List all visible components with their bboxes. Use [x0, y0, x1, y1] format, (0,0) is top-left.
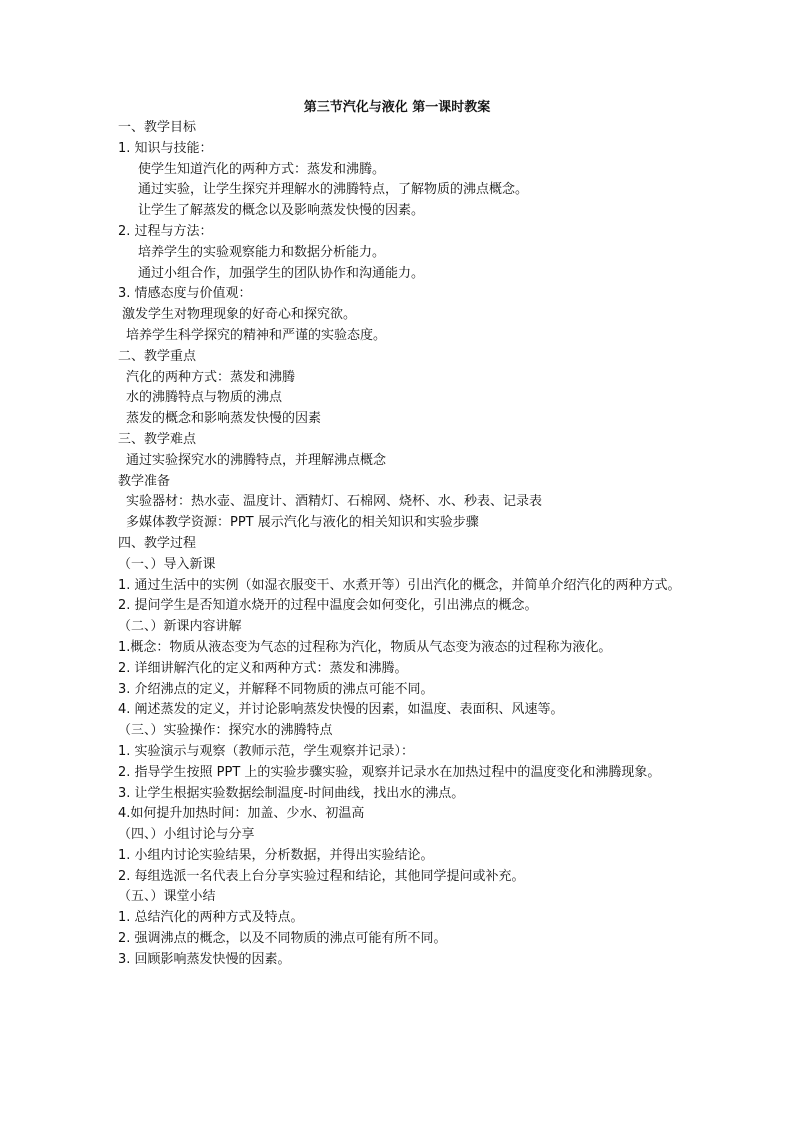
heading-preparation: 教学准备: [118, 473, 171, 489]
key-point-item: 水的沸腾特点与物质的沸点: [126, 390, 283, 406]
heading-teaching-process: 四、教学过程: [118, 535, 197, 551]
process-item: 2. 提问学生是否知道水烧开的过程中温度会如何变化，引出沸点的概念。: [118, 598, 538, 614]
goal-item: 使学生知道汽化的两种方式：蒸发和沸腾。: [138, 161, 386, 177]
difficulty-item: 通过实验探究水的沸腾特点，并理解沸点概念: [126, 452, 387, 468]
goal-item: 培养学生的实验观察能力和数据分析能力。: [138, 244, 386, 260]
subheading-summary: （五、）课堂小结: [118, 889, 216, 905]
preparation-item: 实验器材：热水壶、温度计、酒精灯、石棉网、烧杯、水、秒表、记录表: [126, 494, 543, 510]
document-body: [118, 118, 688, 971]
subheading-experiment: （三、）实验操作：探究水的沸腾特点: [118, 723, 333, 739]
process-item: 1.概念：物质从液态变为气态的过程称为汽化，物质从气态变为液态的过程称为液化。: [118, 639, 612, 655]
process-item: 1. 实验演示与观察（教师示范，学生观察并记录）：: [118, 743, 415, 759]
process-item: 3. 让学生根据实验数据绘制温度-时间曲线，找出水的沸点。: [118, 785, 465, 801]
subheading-group-discussion: （四、）小组讨论与分享: [118, 827, 255, 843]
goal-item: 通过实验，让学生探究并理解水的沸腾特点，了解物质的沸点概念。: [138, 182, 529, 198]
process-item: 2. 指导学生按照 PPT 上的实验步骤实验，观察并记录水在加热过程中的温度变化和沸腾现象。: [118, 764, 661, 780]
process-item: 2. 强调沸点的概念，以及不同物质的沸点可能有所不同。: [118, 931, 447, 947]
key-point-item: 蒸发的概念和影响蒸发快慢的因素: [126, 411, 322, 427]
subheading-introduction: （一、）导入新课: [118, 556, 216, 572]
process-item: 2. 详细讲解汽化的定义和两种方式：蒸发和沸腾。: [118, 660, 408, 676]
heading-key-points: 二、教学重点: [118, 348, 197, 364]
process-item: 1. 通过生活中的实例（如湿衣服变干、水煮开等）引出汽化的概念，并简单介绍汽化的两种方式。: [118, 577, 681, 593]
process-item: 3. 介绍沸点的定义，并解释不同物质的沸点可能不同。: [118, 681, 434, 697]
key-point-item: 汽化的两种方式：蒸发和沸腾: [126, 369, 296, 385]
goal-item: 让学生了解蒸发的概念以及影响蒸发快慢的因素。: [138, 203, 425, 219]
subheading-knowledge-skills: 1. 知识与技能：: [118, 140, 213, 156]
preparation-item: 多媒体教学资源：PPT 展示汽化与液化的相关知识和实验步骤: [126, 515, 479, 531]
process-item: 1. 总结汽化的两种方式及特点。: [118, 910, 304, 926]
heading-difficulties: 三、教学难点: [118, 431, 197, 447]
process-item: 3. 回顾影响蒸发快慢的因素。: [118, 951, 291, 967]
process-item: 4.如何提升加热时间：加盖、少水、初温高: [118, 806, 365, 822]
heading-teaching-goals: 一、教学目标: [118, 120, 197, 135]
goal-item: 通过小组合作，加强学生的团队协作和沟通能力。: [138, 265, 425, 281]
subheading-attitude-values: 3. 情感态度与价值观：: [118, 286, 252, 302]
subheading-process-methods: 2. 过程与方法：: [118, 223, 213, 239]
process-item: 4. 阐述蒸发的定义，并讨论影响蒸发快慢的因素，如温度、表面积、风速等。: [118, 702, 564, 718]
goal-item: 培养学生科学探究的精神和严谨的实验态度。: [126, 327, 387, 343]
process-item: 1. 小组内讨论实验结果，分析数据，并得出实验结论。: [118, 847, 434, 863]
process-item: 2. 每组选派一名代表上台分享实验过程和结论，其他同学提问或补充。: [118, 868, 525, 884]
document-title: 第三节汽化与液化 第一课时教案: [303, 100, 491, 115]
subheading-new-content: （二、）新课内容讲解: [118, 619, 242, 635]
goal-item: 激发学生对物理现象的好奇心和探究欲。: [122, 307, 357, 323]
